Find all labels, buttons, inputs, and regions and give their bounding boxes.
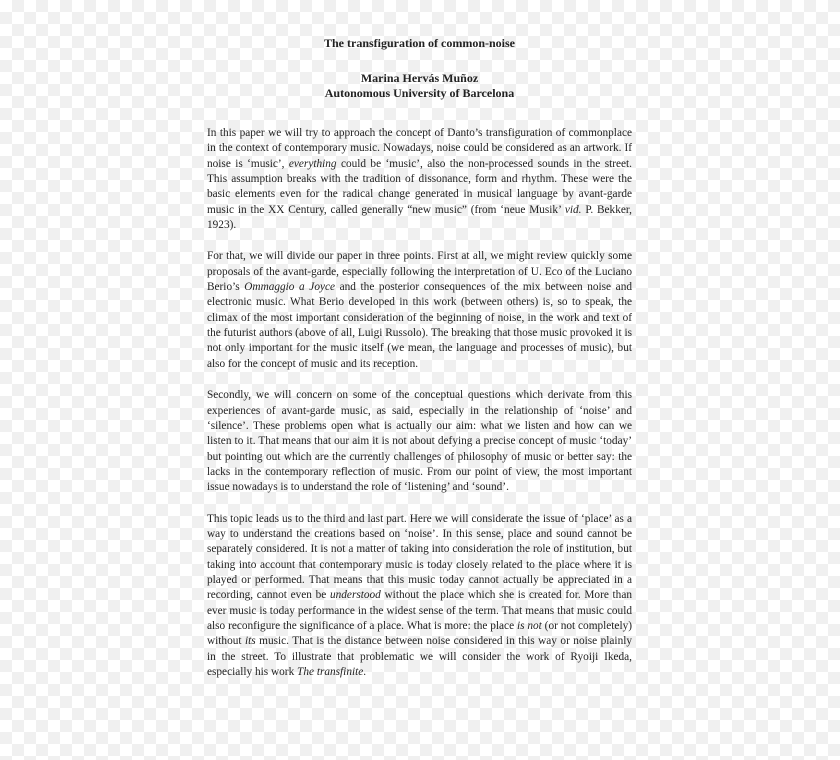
text-run: music. That is the distance between noise considered in this way or noise plainly in the street. To illustrate that problematic we will consider the work of Ryoiji Ikeda, especially his work — [207, 635, 633, 678]
paragraph-3 — [207, 388, 632, 495]
paragraph-2 — [207, 249, 632, 372]
italic-run: everything — [288, 157, 337, 170]
italic-run: The transfinite — [297, 666, 364, 678]
italic-run: its — [245, 635, 256, 648]
text-run: and the posterior consequences of the mix between noise and electronic music. What Berio developed in this work (between others) is, so to speak, the climax of the most important consideration of the beginning of noise, in the work and text of the futurist authors (above of all, Luigi Russolo). The breaking that those music provoked it is not only important for the music itself (we mean, the language and processes of music), but also for the concept of music and its reception. — [207, 281, 632, 370]
body-text — [207, 126, 632, 680]
text-run: For that, we will divide our paper in three points. First at all, we might review quickly some proposals of the avant-garde, especially following the interpretation of U. Eco of the Luciano Berio’s — [207, 250, 632, 294]
italic-run: is not — [516, 619, 542, 632]
italic-run: vid. — [564, 203, 582, 216]
document-page — [207, 34, 632, 696]
text-run: (or not completely) without — [207, 619, 632, 648]
paragraph-1 — [207, 126, 632, 233]
author-name: Marina Hervás Muñoz — [360, 71, 479, 85]
text-run: In this paper we will try to approach the concept of Danto’s transfiguration of commonplace in the context of contemporary music. Nowadays, noise could be considered as an artwork. If noise is ‘music’, — [207, 127, 632, 170]
text-run: Secondly, we will concern on some of the conceptual questions which derivate from this experiences of avant-garde music, as said, especially in the relationship of ‘noise’ and ‘silence’. These problems open what is actually our aim: what we listen and how can we listen to it. That means that our aim it is not about defying a precise concept of music ‘today’ but pointing out which are the currently challenges of philosophy of music or better say: the lacks in the contemporary reflection of music. From our point of view, the most important issue nowadays is to understand the role of ‘listening’ and ‘sound’. — [207, 389, 632, 494]
paragraph-4 — [207, 512, 632, 681]
text-run: This topic leads us to the third and last part. Here we will considerate the issue of ‘place’ as a way to understand the creations based on ‘noise’. In this sense, place and sound cannot be separately considered. It is not a matter of taking into consideration the role of institution, but taking into account that contemporary music is today closely related to the place where it is played or performed. That means that this music today cannot actually be appreciated in a recording, cannot even be — [207, 512, 632, 602]
italic-run: understood — [329, 589, 381, 602]
text-run: P. Bekker, 1923). — [207, 203, 633, 232]
paper-title: The transfiguration of common-noise — [324, 36, 515, 50]
text-run: . — [363, 666, 367, 678]
text-run: without the place which she is created for. More than ever music is today performance in the widest sense of the term. That means that music could also reconfigure the significance of a place. What is more: the place — [207, 589, 632, 632]
text-run: could be ‘music’, also the non-processed sounds in the street. This assumption breaks with the tradition of dissonance, form and rhythm. These were the basic elements even for the radical change generated in musical language by avant-garde music in the XX Century, called generally “new music” (from ‘neue Musik’ — [207, 157, 632, 216]
italic-run: Ommaggio a Joyce — [244, 281, 336, 294]
author-affiliation: Autonomous University of Barcelona — [324, 86, 515, 100]
author-block — [207, 71, 632, 101]
